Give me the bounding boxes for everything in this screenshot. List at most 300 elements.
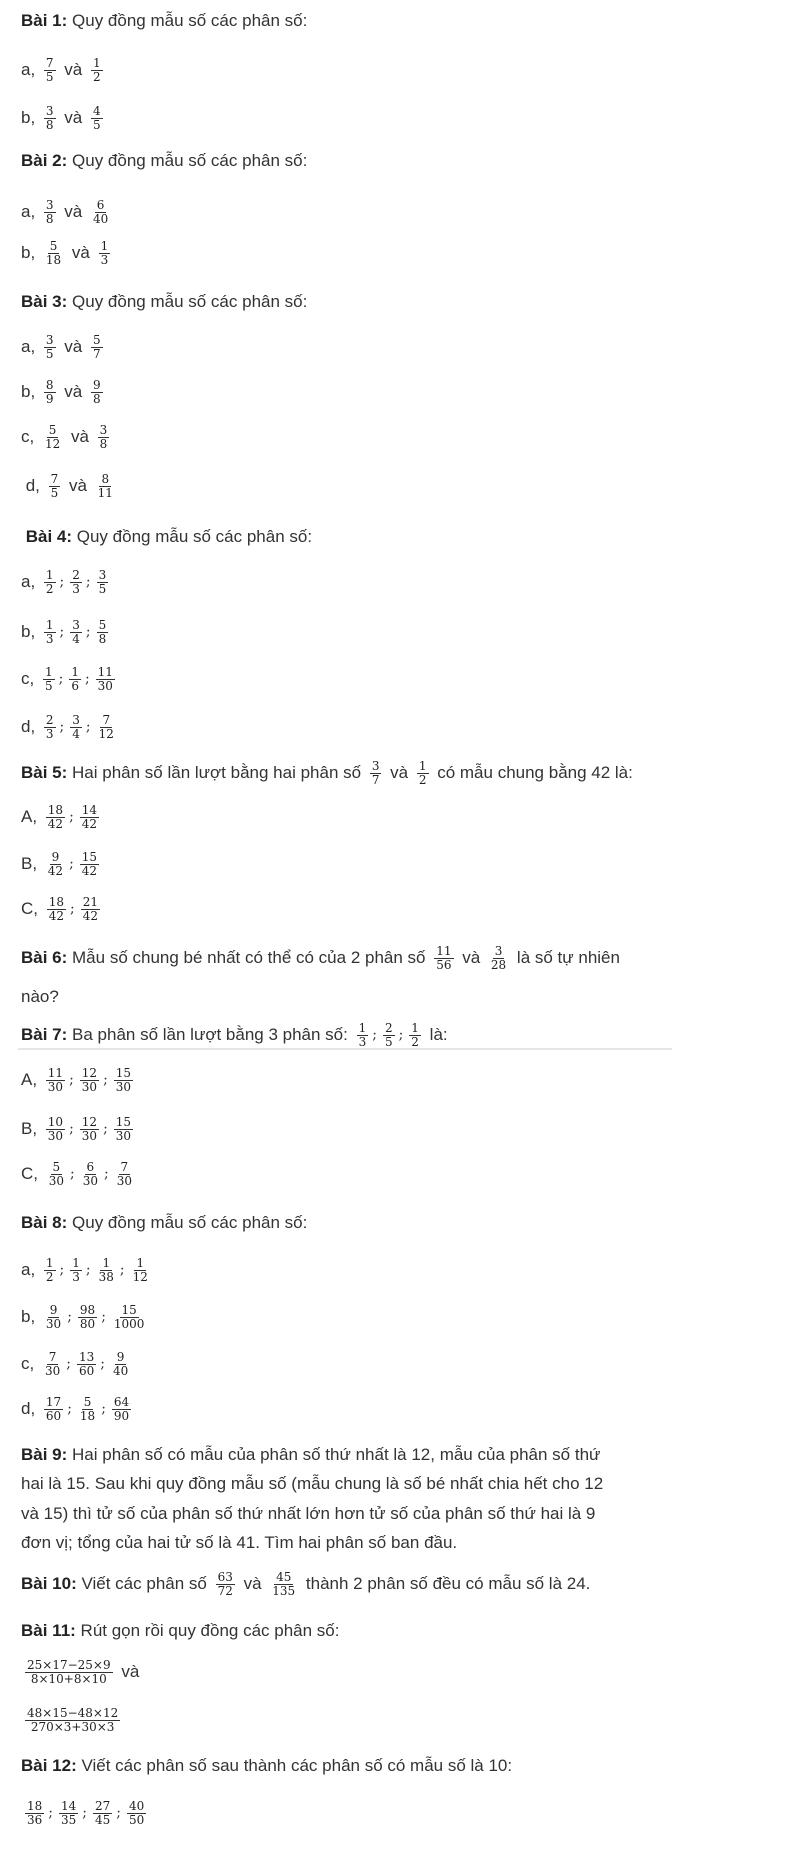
fraction: [46, 1067, 65, 1094]
denominator: 56: [436, 957, 452, 972]
fraction: [43, 666, 55, 693]
text: Quy đồng mẫu số các phân số:: [72, 527, 313, 546]
exercise-line: [21, 98, 107, 138]
separator: ;: [67, 1309, 72, 1325]
numerator: 1: [418, 758, 427, 773]
fraction: [59, 1800, 78, 1827]
separator: ;: [85, 574, 91, 590]
text: và: [59, 382, 87, 401]
separator: ;: [48, 1805, 53, 1821]
fraction: [216, 1571, 235, 1598]
separator: ;: [66, 1356, 71, 1372]
exercise-label: Bài 9:: [21, 1445, 68, 1464]
numerator: 9: [116, 1349, 125, 1364]
exercise-line: [21, 1700, 124, 1740]
numerator: 9: [49, 1302, 58, 1317]
text: C,: [21, 1164, 43, 1183]
denominator: 18: [79, 1408, 96, 1423]
exercise-heading: [21, 282, 307, 322]
denominator: 9: [45, 391, 54, 406]
fraction: [111, 1351, 130, 1378]
exercise-line: [21, 1109, 137, 1149]
denominator: 50: [129, 1812, 145, 1827]
text: có mẫu chung bằng 42 là:: [432, 763, 633, 782]
numerator: 18: [48, 894, 65, 909]
text: Hai phân số lần lượt bằng hai phân số: [67, 763, 366, 782]
denominator: 28: [490, 957, 507, 972]
text: và: [116, 1662, 140, 1681]
denominator: 3: [72, 1269, 80, 1284]
denominator: 1000: [113, 1316, 145, 1331]
text: B,: [21, 1119, 42, 1138]
separator: ;: [103, 1072, 108, 1088]
text: c,: [21, 669, 39, 688]
exercise-line: [21, 1344, 134, 1384]
numerator: 11: [436, 943, 452, 958]
text: b,: [21, 382, 40, 401]
denominator: 30: [47, 1128, 64, 1143]
denominator: 2: [411, 1034, 419, 1049]
separator: ;: [59, 624, 65, 640]
fraction: [49, 473, 61, 500]
fraction: [47, 1161, 66, 1188]
fraction: [77, 1351, 96, 1378]
numerator: 63: [217, 1569, 233, 1584]
text: thành 2 phân số đều có mẫu số là 24.: [301, 1574, 591, 1593]
numerator: 21: [82, 894, 99, 909]
denominator: 5: [45, 69, 54, 84]
separator: ;: [59, 574, 65, 590]
fraction: [91, 199, 110, 226]
exercise-heading: [21, 753, 633, 793]
denominator: 6: [71, 678, 79, 693]
text: là số tự nhiên: [512, 948, 620, 967]
numerator: 5: [49, 238, 58, 253]
numerator: 15: [121, 1302, 137, 1317]
exercise-heading: [21, 1564, 590, 1604]
numerator: 6: [86, 1159, 95, 1174]
exercise-line: [21, 659, 119, 699]
fraction: [112, 1304, 147, 1331]
fraction: [97, 569, 109, 596]
exercise-label: Bài 11:: [21, 1621, 76, 1640]
text: và: [67, 243, 95, 262]
fraction: [131, 1257, 150, 1284]
fraction: [25, 1659, 113, 1686]
numerator: 3: [72, 617, 80, 632]
numerator: 9: [92, 377, 101, 392]
numerator: 15: [115, 1114, 132, 1129]
exercise-line: [21, 1523, 457, 1563]
fraction: [44, 1257, 56, 1284]
denominator: 30: [97, 678, 113, 693]
exercise-heading: [21, 1611, 340, 1651]
exercise-heading: [21, 938, 620, 978]
separator: ;: [103, 1121, 108, 1137]
fraction: [78, 1396, 97, 1423]
numerator: 8: [101, 471, 110, 486]
denominator: 45: [95, 1812, 111, 1827]
separator: ;: [101, 1309, 106, 1325]
text: Quy đồng mẫu số các phân số:: [67, 1213, 308, 1232]
exercise-label: Bài 1:: [21, 11, 68, 30]
fraction: [43, 1351, 62, 1378]
fraction: [44, 1396, 63, 1423]
numerator: 12: [81, 1114, 98, 1129]
fraction: [91, 57, 103, 84]
numerator: 3: [72, 712, 80, 727]
denominator: 30: [44, 1363, 61, 1378]
denominator: 4: [72, 726, 80, 741]
exercise-label: Bài 4:: [21, 527, 73, 546]
text: d,: [21, 1399, 40, 1418]
fraction: [25, 1800, 44, 1827]
exercise-heading: [21, 141, 307, 181]
fraction: [44, 569, 56, 596]
text: d,: [21, 717, 40, 736]
text: B,: [21, 854, 42, 873]
text: và 15) thì tử số của phân số thứ nhất lớn hơn tử số của phân số thứ hai là 9: [21, 1504, 596, 1523]
fraction: [96, 666, 115, 693]
fraction: [70, 569, 82, 596]
denominator: 36: [27, 1812, 43, 1827]
denominator: 3: [45, 631, 54, 646]
fraction: [44, 714, 56, 741]
fraction: [434, 945, 453, 972]
fraction: [80, 851, 99, 878]
denominator: 30: [45, 1316, 62, 1331]
numerator: 3: [99, 422, 108, 437]
text: là:: [424, 1025, 448, 1044]
fraction: [44, 57, 56, 84]
text: A,: [21, 807, 42, 826]
numerator: 3: [45, 197, 54, 212]
fraction: [91, 379, 103, 406]
text: và: [66, 427, 94, 446]
denominator: 3: [100, 252, 109, 267]
denominator: 5: [384, 1034, 393, 1049]
denominator: 7: [371, 772, 380, 787]
text: Quy đồng mẫu số các phân số:: [67, 292, 308, 311]
exercise-line: [21, 1250, 154, 1290]
exercise-line: [21, 327, 107, 367]
text: nào?: [21, 987, 59, 1006]
text: Rút gọn rồi quy đồng các phân số:: [75, 1621, 340, 1640]
separator: ;: [104, 1166, 109, 1182]
denominator: 8×10+8×10: [30, 1671, 107, 1686]
separator: ;: [70, 901, 75, 917]
numerator: 14: [61, 1798, 77, 1813]
text: và: [238, 1574, 267, 1593]
fraction: [114, 1116, 133, 1143]
denominator: 8: [99, 436, 108, 451]
separator: ;: [69, 1072, 74, 1088]
numerator: 3: [45, 332, 54, 347]
denominator: 72: [217, 1583, 233, 1598]
fraction: [70, 619, 82, 646]
fraction: [383, 1022, 395, 1049]
denominator: 2: [418, 772, 427, 787]
text: Hai phân số có mẫu của phân số thứ nhất là 12, mẫu của phân số thứ: [67, 1445, 601, 1464]
text: A,: [21, 1070, 42, 1089]
text: a,: [21, 1260, 40, 1279]
fraction: [99, 240, 111, 267]
denominator: 90: [113, 1408, 130, 1423]
numerator: 5: [98, 617, 107, 632]
denominator: 18: [45, 252, 62, 267]
numerator: 25×17−25×9: [27, 1657, 111, 1672]
text: C,: [21, 899, 43, 918]
fraction: [46, 1116, 65, 1143]
text: đơn vị; tổng của hai tử số là 41. Tìm hai phân số ban đầu.: [21, 1533, 458, 1552]
numerator: 64: [113, 1394, 130, 1409]
separator: ;: [100, 1356, 105, 1372]
exercise-line: [21, 50, 107, 90]
denominator: 30: [48, 1173, 65, 1188]
denominator: 2: [45, 1269, 54, 1284]
fraction: [69, 666, 81, 693]
text: Mẫu số chung bé nhất có thể có của 2 phân số: [67, 948, 431, 967]
numerator: 3: [98, 567, 107, 582]
denominator: 3: [45, 726, 54, 741]
text: và: [59, 202, 87, 221]
fraction: [112, 1396, 131, 1423]
numerator: 40: [129, 1798, 145, 1813]
exercise-label: Bài 6:: [21, 948, 68, 967]
denominator: 60: [78, 1363, 95, 1378]
denominator: 42: [81, 863, 98, 878]
numerator: 1: [44, 664, 53, 679]
denominator: 5: [98, 581, 107, 596]
numerator: 1: [102, 1255, 111, 1270]
numerator: 12: [81, 1065, 98, 1080]
exercise-line: [21, 1389, 135, 1429]
fraction: [43, 424, 62, 451]
text: và: [59, 337, 87, 356]
numerator: 13: [78, 1349, 95, 1364]
text: a,: [21, 337, 40, 356]
numerator: 15: [115, 1065, 132, 1080]
exercise-line: [21, 1060, 137, 1100]
numerator: 18: [27, 1798, 43, 1813]
fraction: [409, 1022, 421, 1049]
separator: ;: [119, 1262, 125, 1278]
denominator: 3: [358, 1034, 367, 1049]
numerator: 7: [120, 1159, 129, 1174]
numerator: 9: [51, 849, 60, 864]
numerator: 1: [92, 55, 101, 70]
numerator: 11: [47, 1065, 64, 1080]
exercise-label: Bài 8:: [21, 1213, 68, 1232]
text: Quy đồng mẫu số các phân số:: [67, 151, 308, 170]
numerator: 1: [71, 664, 79, 679]
denominator: 135: [272, 1583, 296, 1598]
numerator: 18: [47, 802, 64, 817]
numerator: 1: [72, 1255, 80, 1270]
fraction: [70, 714, 82, 741]
fraction: [46, 851, 65, 878]
numerator: 5: [52, 1159, 61, 1174]
fraction: [357, 1022, 369, 1049]
denominator: 42: [47, 863, 64, 878]
numerator: 3: [45, 103, 54, 118]
separator: ;: [69, 809, 74, 825]
denominator: 2: [92, 69, 101, 84]
separator: ;: [59, 1262, 65, 1278]
fraction: [70, 1257, 82, 1284]
text: và: [59, 60, 87, 79]
fraction: [81, 896, 100, 923]
separator: ;: [82, 1805, 87, 1821]
text: và: [64, 476, 92, 495]
denominator: 35: [61, 1812, 77, 1827]
numerator: 1: [100, 238, 109, 253]
denominator: 30: [116, 1173, 133, 1188]
denominator: 12: [132, 1269, 148, 1284]
fraction: [81, 1161, 100, 1188]
denominator: 42: [48, 908, 65, 923]
fraction: [93, 1800, 112, 1827]
exercise-label: Bài 2:: [21, 151, 68, 170]
fraction: [98, 424, 110, 451]
numerator: 3: [371, 758, 380, 773]
denominator: 30: [47, 1079, 64, 1094]
text: và: [59, 108, 87, 127]
exercise-line: [21, 417, 113, 457]
numerator: 8: [45, 377, 54, 392]
exercise-line: [21, 233, 114, 273]
denominator: 11: [97, 485, 113, 500]
exercise-line: [21, 977, 59, 1017]
separator: ;: [58, 671, 64, 687]
fraction: [97, 619, 109, 646]
exercise-line: [21, 707, 120, 747]
exercise-line: [21, 797, 103, 837]
denominator: 8: [45, 211, 54, 226]
text: a,: [21, 572, 40, 591]
denominator: 42: [82, 908, 99, 923]
numerator: 5: [92, 332, 101, 347]
exercise-heading: [21, 1, 307, 41]
text: Viết các phân số: [76, 1574, 212, 1593]
fraction: [489, 945, 508, 972]
separator: ;: [69, 856, 74, 872]
numerator: 7: [45, 55, 54, 70]
denominator: 7: [92, 346, 101, 361]
denominator: 8: [98, 631, 107, 646]
numerator: 7: [102, 712, 111, 727]
numerator: 14: [81, 802, 98, 817]
text: và: [385, 763, 413, 782]
numerator: 5: [83, 1394, 92, 1409]
fraction: [44, 105, 56, 132]
fraction: [44, 1304, 63, 1331]
fraction: [44, 619, 56, 646]
denominator: 4: [72, 631, 80, 646]
numerator: 10: [47, 1114, 64, 1129]
fraction: [80, 1116, 99, 1143]
exercise-line: [21, 372, 107, 412]
fraction: [44, 334, 56, 361]
fraction: [25, 1707, 120, 1734]
fraction: [127, 1800, 146, 1827]
text: a,: [21, 202, 40, 221]
fraction: [91, 334, 103, 361]
separator: ;: [67, 1401, 72, 1417]
denominator: 12: [44, 436, 61, 451]
fraction: [80, 804, 99, 831]
text: b,: [21, 1307, 40, 1326]
text: và: [457, 948, 485, 967]
denominator: 5: [50, 485, 59, 500]
exercise-label: Bài 12:: [21, 1756, 77, 1775]
text: c,: [21, 427, 39, 446]
fraction: [114, 1067, 133, 1094]
fraction: [44, 240, 63, 267]
numerator: 1: [136, 1255, 145, 1270]
numerator: 6: [96, 197, 105, 212]
exercise-line: [21, 889, 104, 929]
separator: ;: [398, 1027, 404, 1043]
text: d,: [21, 476, 45, 495]
text: b,: [21, 108, 40, 127]
numerator: 7: [50, 471, 59, 486]
separator: ;: [59, 719, 65, 735]
denominator: 30: [81, 1128, 98, 1143]
numerator: 7: [48, 1349, 57, 1364]
text: Viết các phân số sau thành các phân số có mẫu số là 10:: [76, 1756, 513, 1775]
text: c,: [21, 1354, 39, 1373]
fraction: [44, 379, 56, 406]
numerator: 2: [72, 567, 80, 582]
numerator: 1: [45, 617, 54, 632]
denominator: 42: [47, 816, 64, 831]
denominator: 40: [92, 211, 109, 226]
denominator: 5: [45, 346, 54, 361]
numerator: 98: [79, 1302, 96, 1317]
separator: ;: [70, 1166, 75, 1182]
numerator: 3: [494, 943, 503, 958]
exercise-line: [21, 844, 103, 884]
numerator: 1: [411, 1020, 419, 1035]
exercise-line: [21, 1793, 150, 1833]
fraction: [370, 760, 382, 787]
denominator: 30: [82, 1173, 99, 1188]
exercise-line: [21, 1652, 139, 1692]
fraction: [270, 1571, 297, 1598]
divider: [18, 1048, 672, 1050]
denominator: 42: [81, 816, 98, 831]
numerator: 5: [48, 422, 57, 437]
exercise-line: [21, 1297, 150, 1337]
denominator: 80: [79, 1316, 96, 1331]
fraction: [80, 1067, 99, 1094]
text: Quy đồng mẫu số các phân số:: [67, 11, 308, 30]
fraction: [78, 1304, 97, 1331]
numerator: 45: [276, 1569, 292, 1584]
text: b,: [21, 622, 40, 641]
separator: ;: [69, 1121, 74, 1137]
exercise-label: Bài 7:: [21, 1025, 68, 1044]
numerator: 2: [384, 1020, 393, 1035]
denominator: 38: [98, 1269, 114, 1284]
separator: ;: [372, 1027, 377, 1043]
numerator: 48×15−48×12: [27, 1705, 119, 1720]
denominator: 3: [72, 581, 80, 596]
denominator: 12: [98, 726, 114, 741]
exercise-heading: [21, 517, 312, 557]
fraction: [47, 896, 66, 923]
